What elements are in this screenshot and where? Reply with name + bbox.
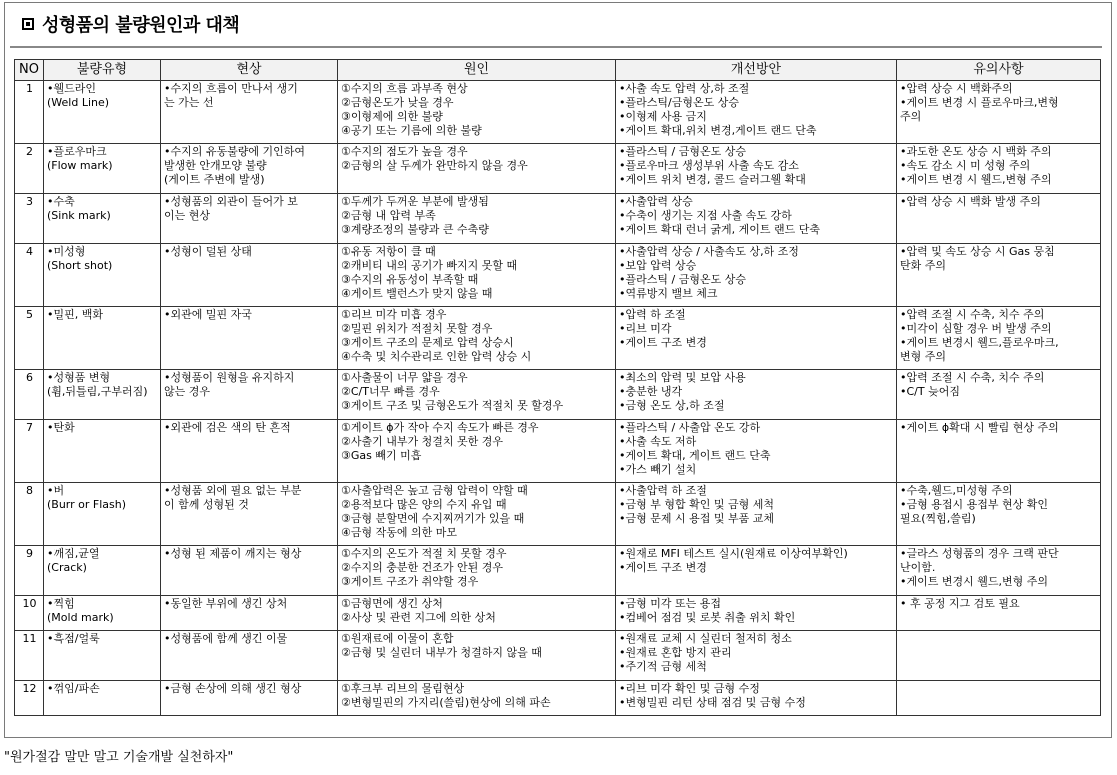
- table-row: [15, 631, 1101, 681]
- cell-line: ②사상 및 관련 지그에 의한 상처: [341, 611, 496, 624]
- cell-line: ②변형밀핀의 가지리(쓸림)현상에 의해 파손: [341, 696, 551, 709]
- improvement-cell: [616, 307, 897, 370]
- improvement-cell: [616, 681, 897, 716]
- cell-line: •성형 된 제품이 깨지는 형상: [164, 547, 302, 560]
- cell-line: ②금형의 살 두께가 완만하지 않을 경우: [341, 159, 528, 172]
- header-row: [15, 60, 1101, 81]
- footer-slogan: "원가절감 말만 말고 기술개발 실천하자": [4, 750, 234, 765]
- cause-cell: [338, 596, 616, 631]
- title-divider: [10, 46, 1102, 48]
- cell-line: •성형품 외에 필요 없는 부분: [164, 484, 302, 497]
- cell-line: •플라스틱 / 사출압 온도 강하: [619, 421, 761, 434]
- cause-cell: [338, 194, 616, 244]
- cell-line: ④게이트 밸런스가 맞지 않을 때: [341, 287, 493, 300]
- cell-line: ①후크부 리브의 물림현상: [341, 682, 465, 695]
- cell-line: •동일한 부위에 생긴 상처: [164, 597, 288, 610]
- cell-line: 발생한 안개모양 불량: [164, 159, 267, 172]
- cell-line: ②사출기 내부가 청결치 못한 경우: [341, 435, 503, 448]
- cell-line: ①금형면에 생긴 상처: [341, 597, 443, 610]
- cell-line: ③게이트 구조의 문제로 압력 상승시: [341, 336, 514, 349]
- caution-cell: [897, 307, 1101, 370]
- cell-line: •플로우마크 생성부위 사출 속도 감소: [619, 159, 799, 172]
- caution-cell: [897, 194, 1101, 244]
- no-cell: 11: [15, 631, 44, 681]
- phenomenon-cell: [161, 307, 338, 370]
- type-cell: [44, 483, 161, 546]
- cause-cell: [338, 244, 616, 307]
- cell-line: ③계량조정의 불량과 큰 수축량: [341, 223, 489, 236]
- no-cell: 7: [15, 420, 44, 483]
- cell-line: •금형 부 형합 확인 및 금형 세척: [619, 498, 774, 511]
- cell-line: •원재로 MFI 테스트 실시(원재료 이상여부확인): [619, 547, 848, 560]
- cell-line: •사출 속도 압력 상,하 조절: [619, 82, 750, 95]
- cell-line: •수지의 유동불량에 기인하여: [164, 145, 305, 158]
- no-cell: 5: [15, 307, 44, 370]
- cause-cell: [338, 81, 616, 144]
- table-row: [15, 81, 1101, 144]
- cause-cell: [338, 370, 616, 420]
- type-cell: [44, 81, 161, 144]
- cell-line: ①원재료에 이물이 혼합: [341, 632, 454, 645]
- no-cell: 9: [15, 546, 44, 596]
- cell-line: •게이트 변경시 웰드,플로우마크,: [900, 336, 1059, 349]
- cell-line: •금형 온도 상,하 조절: [619, 399, 725, 412]
- caution-cell: [897, 681, 1101, 716]
- cell-line: •게이트 확대 런너 굵게, 게이트 랜드 단축: [619, 223, 820, 236]
- cell-line: 이는 현상: [164, 209, 211, 222]
- cell-line: ①두께가 두꺼운 부분에 발생됨: [341, 195, 489, 208]
- cell-line: ③Gas 빼기 미흡: [341, 449, 422, 462]
- phenomenon-cell: [161, 370, 338, 420]
- improvement-cell: [616, 631, 897, 681]
- document-title: [22, 10, 239, 38]
- cause-cell: [338, 631, 616, 681]
- cell-line: (Mold mark): [47, 611, 114, 624]
- caution-cell: [897, 483, 1101, 546]
- no-cell: 1: [15, 81, 44, 144]
- cell-line: ④금형 작동에 의한 마모: [341, 526, 457, 539]
- type-cell: [44, 307, 161, 370]
- cell-line: •게이트 확대,위치 변경,게이트 랜드 단축: [619, 124, 817, 137]
- cell-line: •주기적 금형 세척: [619, 660, 707, 673]
- type-cell: [44, 144, 161, 194]
- type-cell: [44, 631, 161, 681]
- cell-line: •금형 미각 또는 용접: [619, 597, 721, 610]
- cell-line: ①사출물이 너무 얇을 경우: [341, 371, 468, 384]
- cell-line: (휨,뒤틀림,구부러짐): [47, 385, 148, 398]
- improvement-cell: [616, 596, 897, 631]
- cell-line: ①수지의 흐름 과부족 현상: [341, 82, 468, 95]
- cell-line: •리브 미각 확인 및 금형 수정: [619, 682, 760, 695]
- cell-line: •게이트 위치 변경, 콜드 슬러그웰 확대: [619, 173, 806, 186]
- cell-line: •미각이 심할 경우 버 발생 주의: [900, 322, 1052, 335]
- caution-cell: [897, 596, 1101, 631]
- table-row: [15, 194, 1101, 244]
- cell-line: ②밀핀 위치가 적절치 못할 경우: [341, 322, 493, 335]
- cell-line: •원재료 교체 시 실린더 철저히 청소: [619, 632, 792, 645]
- cell-line: •게이트 변경 시 플로우마크,변형: [900, 96, 1059, 109]
- cell-line: ②금형 및 실린더 내부가 청결하지 않을 때: [341, 646, 542, 659]
- cell-line: ③게이트 구조 및 금형온도가 적절치 못 할경우: [341, 399, 564, 412]
- cell-line: 주의: [900, 110, 922, 123]
- cell-line: •꺾임/파손: [47, 682, 100, 695]
- cell-line: ④공기 또는 기름에 의한 불량: [341, 124, 482, 137]
- cause-cell: [338, 483, 616, 546]
- no-cell: 4: [15, 244, 44, 307]
- table-row: [15, 307, 1101, 370]
- caution-cell: [897, 144, 1101, 194]
- table-row: [15, 244, 1101, 307]
- cell-line: (Weld Line): [47, 96, 110, 109]
- header-type: 불량유형: [44, 60, 161, 81]
- caution-cell: [897, 370, 1101, 420]
- cause-cell: [338, 144, 616, 194]
- cell-line: ③게이트 구조가 취약할 경우: [341, 575, 479, 588]
- cell-line: •플라스틱/금형온도 상승: [619, 96, 739, 109]
- table-row: [15, 483, 1101, 546]
- cell-line: ②금형온도가 낮을 경우: [341, 96, 454, 109]
- no-cell: 12: [15, 681, 44, 716]
- caution-cell: [897, 420, 1101, 483]
- improvement-cell: [616, 546, 897, 596]
- cell-line: •리브 미각: [619, 322, 672, 335]
- header-phenomenon: 현상: [161, 60, 338, 81]
- cell-line: •성형품의 외관이 들어가 보: [164, 195, 298, 208]
- table-row: [15, 144, 1101, 194]
- table-row: [15, 370, 1101, 420]
- cell-line: •역류방지 밸브 체크: [619, 287, 718, 300]
- type-cell: [44, 681, 161, 716]
- cell-line: (Sink mark): [47, 209, 111, 222]
- phenomenon-cell: [161, 631, 338, 681]
- phenomenon-cell: [161, 546, 338, 596]
- cell-line: •C/T 늦어짐: [900, 385, 960, 398]
- cause-cell: [338, 681, 616, 716]
- cell-line: ②용적보다 많은 양의 수지 유입 때: [341, 498, 507, 511]
- cell-line: •사출 속도 저하: [619, 435, 697, 448]
- cell-line: •이형제 사용 금지: [619, 110, 707, 123]
- phenomenon-cell: [161, 144, 338, 194]
- cell-line: •플로우마크: [47, 145, 107, 158]
- cell-line: •압력 및 속도 상승 시 Gas 뭉침: [900, 245, 1055, 258]
- cell-line: •플라스틱 / 금형온도 상승: [619, 273, 746, 286]
- cell-line: •탄화: [47, 421, 75, 434]
- table-row: [15, 681, 1101, 716]
- cell-line: (Crack): [47, 561, 87, 574]
- cell-line: •압력 조절 시 수축, 치수 주의: [900, 308, 1045, 321]
- header-improvement: 개선방안: [616, 60, 897, 81]
- cell-line: •금형 손상에 의해 생긴 형상: [164, 682, 302, 695]
- cell-line: •사출압력 하 조절: [619, 484, 707, 497]
- header-cause: 원인: [338, 60, 616, 81]
- cell-line: ③이형제에 의한 불량: [341, 110, 443, 123]
- type-cell: [44, 596, 161, 631]
- type-cell: [44, 546, 161, 596]
- cell-line: •밀핀, 백화: [47, 308, 103, 321]
- caution-cell: [897, 546, 1101, 596]
- cell-line: (Flow mark): [47, 159, 113, 172]
- cell-line: •찍힘: [47, 597, 75, 610]
- cell-line: (Burr or Flash): [47, 498, 127, 511]
- cell-line: •금형 용접시 용접부 현상 확인: [900, 498, 1048, 511]
- table-row: [15, 546, 1101, 596]
- cell-line: ①사출압력은 높고 금형 압력이 약할 때: [341, 484, 528, 497]
- cell-line: •흑점/얼룩: [47, 632, 100, 645]
- cell-line: •수지의 흐름이 만나서 생기: [164, 82, 298, 95]
- cell-line: •성형이 덜된 상태: [164, 245, 252, 258]
- cell-line: ③금형 분할면에 수지찌꺼기가 있을 때: [341, 512, 525, 525]
- table-row: [15, 420, 1101, 483]
- cell-line: •글라스 성형품의 경우 크랙 판단: [900, 547, 1059, 560]
- cell-line: •속도 감소 시 미 성형 주의: [900, 159, 1031, 172]
- no-cell: 6: [15, 370, 44, 420]
- cell-line: ③수지의 유동성이 부족할 때: [341, 273, 479, 286]
- phenomenon-cell: [161, 420, 338, 483]
- type-cell: [44, 420, 161, 483]
- cause-cell: [338, 307, 616, 370]
- cell-line: •게이트 변경시 웰드,변형 주의: [900, 575, 1048, 588]
- cell-line: •웰드라인: [47, 82, 96, 95]
- cell-line: •원재료 혼합 방지 관리: [619, 646, 732, 659]
- no-cell: 3: [15, 194, 44, 244]
- cell-line: •깨짐,균열: [47, 547, 100, 560]
- cell-line: 이 함께 성형된 것: [164, 498, 249, 511]
- cell-line: 않는 경우: [164, 385, 211, 398]
- cell-line: •미성형: [47, 245, 86, 258]
- cell-line: •성형품에 함께 생긴 이물: [164, 632, 288, 645]
- cell-line: •사출압력 상승: [619, 195, 693, 208]
- cell-line: •게이트 변경 시 웰드,변형 주의: [900, 173, 1052, 186]
- improvement-cell: [616, 483, 897, 546]
- cell-line: •수축,웰드,미성형 주의: [900, 484, 1013, 497]
- caution-cell: [897, 244, 1101, 307]
- cell-line: •최소의 압력 및 보압 사용: [619, 371, 746, 384]
- cell-line: 난이함.: [900, 561, 936, 574]
- cell-line: 필요(찍힘,쓸림): [900, 512, 976, 525]
- cell-line: •수축: [47, 195, 75, 208]
- cell-line: ①게이트 ɸ가 작아 수지 속도가 빠른 경우: [341, 421, 539, 434]
- table-row: [15, 596, 1101, 631]
- cell-line: •수축이 생기는 지점 사출 속도 강하: [619, 209, 792, 222]
- cell-line: •성형품 변형: [47, 371, 111, 384]
- phenomenon-cell: [161, 244, 338, 307]
- cell-line: ①유동 저항이 클 때: [341, 245, 436, 258]
- cell-line: ②캐비티 내의 공기가 빠지지 못할 때: [341, 259, 518, 272]
- cell-line: ②금형 내 압력 부족: [341, 209, 436, 222]
- cell-line: 는 가는 선: [164, 96, 214, 109]
- cell-line: •압력 상승 시 백화주의: [900, 82, 1013, 95]
- caution-cell: [897, 631, 1101, 681]
- cell-line: •성형품이 원형을 유지하지: [164, 371, 295, 384]
- phenomenon-cell: [161, 483, 338, 546]
- cell-line: •외관에 밀핀 자국: [164, 308, 252, 321]
- improvement-cell: [616, 194, 897, 244]
- type-cell: [44, 244, 161, 307]
- caution-cell: [897, 81, 1101, 144]
- improvement-cell: [616, 144, 897, 194]
- cell-line: ④수축 및 치수관리로 인한 압력 상승 시: [341, 350, 532, 363]
- cell-line: •압력 하 조절: [619, 308, 686, 321]
- cell-line: •과도한 온도 상승 시 백화 주의: [900, 145, 1052, 158]
- phenomenon-cell: [161, 681, 338, 716]
- cause-cell: [338, 546, 616, 596]
- cell-line: •외관에 검은 색의 탄 흔적: [164, 421, 291, 434]
- phenomenon-cell: [161, 81, 338, 144]
- cell-line: •게이트 확대, 게이트 랜드 단축: [619, 449, 771, 462]
- cell-line: ②C/T너무 빠를 경우: [341, 385, 440, 398]
- no-cell: 10: [15, 596, 44, 631]
- improvement-cell: [616, 244, 897, 307]
- defect-table: [14, 59, 1101, 716]
- cell-line: ②수지의 충분한 건조가 안된 경우: [341, 561, 503, 574]
- phenomenon-cell: [161, 596, 338, 631]
- cell-line: 탄화 주의: [900, 259, 947, 272]
- header-no: NO: [15, 60, 44, 81]
- no-cell: 8: [15, 483, 44, 546]
- cell-line: (Short shot): [47, 259, 113, 272]
- cell-line: •컴베어 점검 및 로봇 취출 위치 확인: [619, 611, 796, 624]
- type-cell: [44, 370, 161, 420]
- type-cell: [44, 194, 161, 244]
- cell-line: 변형 주의: [900, 350, 947, 363]
- cell-line: •압력 조절 시 수축, 치수 주의: [900, 371, 1045, 384]
- cell-line: •플라스틱 / 금형온도 상승: [619, 145, 746, 158]
- cell-line: •압력 상승 시 백화 발생 주의: [900, 195, 1041, 208]
- cell-line: •가스 빼기 설치: [619, 463, 697, 476]
- title-text: 성형품의 불량원인과 대책: [42, 15, 240, 36]
- cell-line: •보압 압력 상승: [619, 259, 697, 272]
- cell-line: •사출압력 상승 / 사출속도 상,하 조정: [619, 245, 799, 258]
- cell-line: ①수지의 점도가 높을 경우: [341, 145, 468, 158]
- cell-line: •금형 문제 시 용접 및 부품 교체: [619, 512, 774, 525]
- cell-line: •충분한 냉각: [619, 385, 683, 398]
- cell-line: (게이트 주변에 발생): [164, 173, 265, 186]
- improvement-cell: [616, 81, 897, 144]
- cell-line: ①리브 미각 미흡 경우: [341, 308, 447, 321]
- improvement-cell: [616, 420, 897, 483]
- improvement-cell: [616, 370, 897, 420]
- phenomenon-cell: [161, 194, 338, 244]
- cell-line: •게이트 구조 변경: [619, 336, 707, 349]
- cell-line: • 후 공정 지그 검토 필요: [900, 597, 1020, 610]
- cell-line: •게이트 ɸ확대 시 빨림 현상 주의: [900, 421, 1059, 434]
- square-bullet-icon: [22, 18, 34, 30]
- cell-line: ①수지의 온도가 적절 치 못할 경우: [341, 547, 507, 560]
- cell-line: •버: [47, 484, 65, 497]
- cell-line: •게이트 구조 변경: [619, 561, 707, 574]
- header-caution: 유의사항: [897, 60, 1101, 81]
- cause-cell: [338, 420, 616, 483]
- cell-line: •변형밀핀 리턴 상태 점검 및 금형 수정: [619, 696, 806, 709]
- no-cell: 2: [15, 144, 44, 194]
